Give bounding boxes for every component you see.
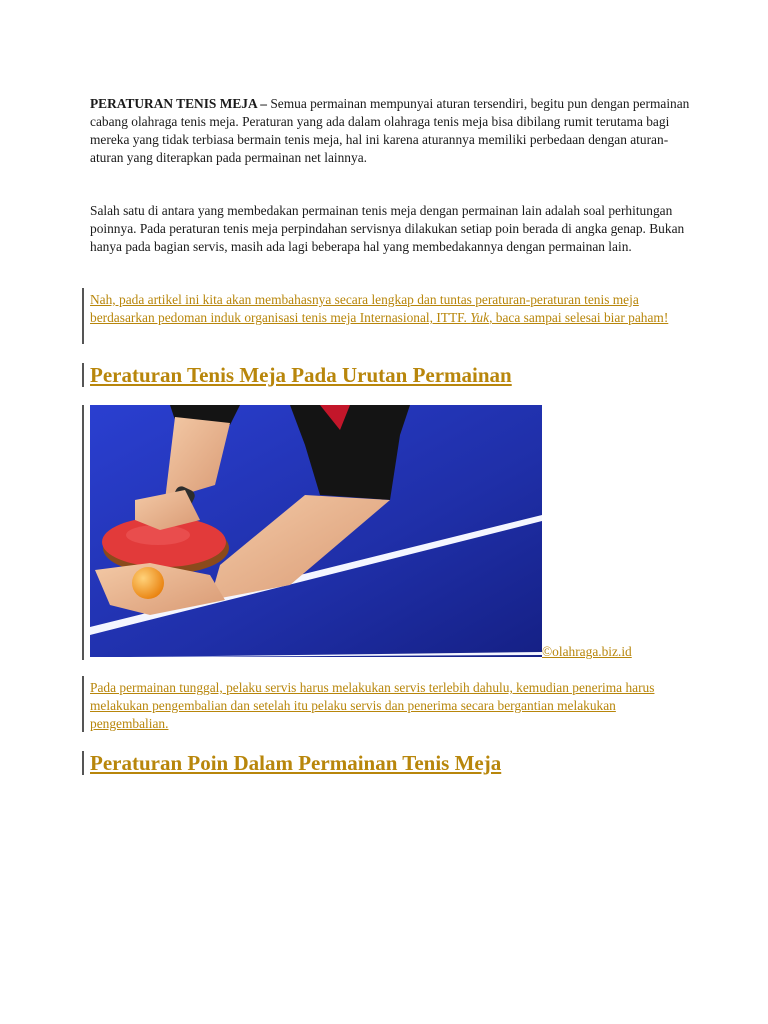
link-text-after[interactable]: , baca sampai selesai biar paham! — [489, 310, 669, 325]
intro-paragraph — [90, 95, 690, 167]
intro-bold-title: PERATURAN TENIS MEJA — [90, 96, 257, 111]
service-order-link-paragraph[interactable]: Pada permainan tunggal, pelaku servis harus melakukan servis terlebih dahulu, kemudian penerima harus melakukan pengembalian dan setelah itu pelaku servis dan penerima secara bergantian melakukan pengembalian. — [90, 680, 655, 731]
paragraph-2: Salah satu di antara yang membedakan permainan tenis meja dengan permainan lain adalah soal perhitungan poinnya. Pada peraturan tenis meja perpindahan servisnya dilakukan setiap poin berada di angka genap. Bukan hanya pada bagian servis, masih ada lagi beberapa hal yang membedakannya dengan permainan lain. — [90, 203, 685, 254]
heading-bar-2 — [82, 751, 84, 775]
link-text-italic[interactable]: Yuk — [470, 310, 490, 325]
image-bar — [82, 405, 84, 660]
intro-text: Semua permainan mempunyai aturan tersendiri, begitu pun dengan permainan cabang olahraga tenis meja. Peraturan yang ada dalam olahraga tenis meja bisa dibilang rumit terutama bagi mereka yang tidak terbiasa bermain tenis meja, hal ini karena aturannya memiliki perbedaan dengan aturan-aturan yang diterapkan pada permainan net lainnya. — [90, 96, 690, 165]
quote-bar-2 — [82, 676, 84, 732]
intro-link-paragraph[interactable] — [90, 291, 690, 327]
image-credit[interactable]: ©olahraga.biz.id — [542, 644, 632, 659]
quote-bar-1 — [82, 288, 84, 344]
link-text-before[interactable]: Nah, pada artikel ini kita akan membahasnya secara lengkap dan tuntas peraturan-peraturan tenis meja berdasarkan pedoman induk organisasi tenis meja Internasional, ITTF. — [90, 292, 639, 325]
section-heading-poin[interactable]: Peraturan Poin Dalam Permainan Tenis Meja — [90, 751, 502, 775]
heading-bar-1 — [82, 363, 84, 387]
intro-dash: – — [256, 96, 271, 111]
table-tennis-photo — [90, 405, 542, 657]
section-heading-urutan[interactable]: Peraturan Tenis Meja Pada Urutan Permainan — [90, 363, 512, 387]
